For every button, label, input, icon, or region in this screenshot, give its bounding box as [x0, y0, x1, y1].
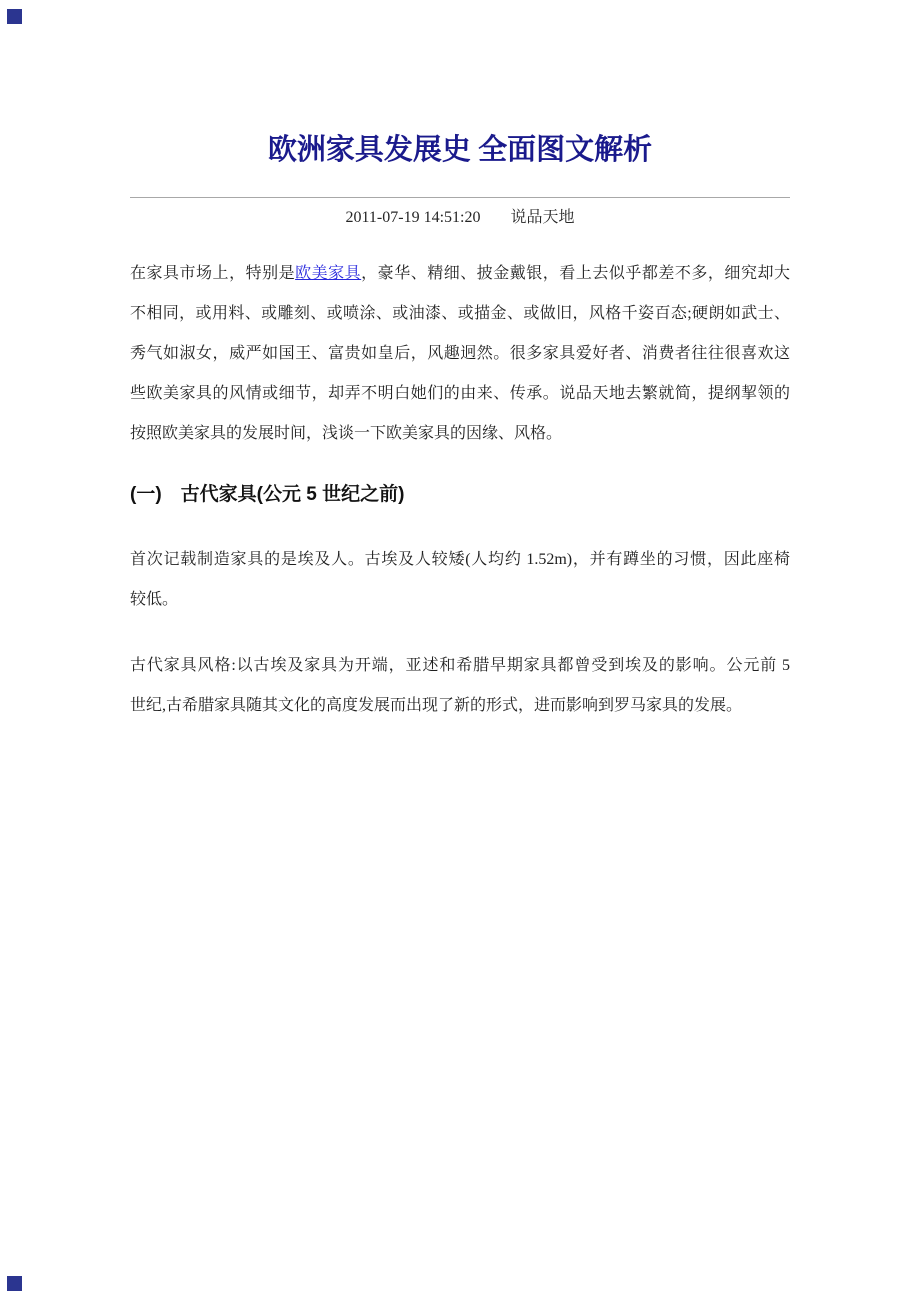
intro-paragraph [130, 254, 790, 454]
text-line [130, 646, 790, 686]
post-author: 说品天地 [510, 209, 575, 227]
text-segment: 秀气如淑女，威严如国王、富贵如皇后，风趣迥然。很多家具爱好者、消费者往往很喜欢这 [130, 345, 790, 363]
ancient-style-paragraph [130, 646, 790, 726]
page-title: 欧洲家具发展史 全面图文解析 [267, 134, 653, 167]
document-page [130, 0, 790, 726]
text-line [130, 686, 790, 726]
text-segment: ，豪华、精细、披金戴银，看上去似乎都差不多，细究却大 [361, 265, 790, 283]
text-line [130, 374, 790, 414]
text-line [130, 334, 790, 374]
text-line [130, 294, 790, 334]
european-american-furniture-link[interactable]: 欧美家具 [295, 265, 362, 283]
text-line [130, 580, 790, 620]
section-heading-ancient-furniture: (一) 古代家具(公元 5 世纪之前) [130, 484, 405, 506]
text-segment: 世纪,古希腊家具随其文化的高度发展而出现了新的形式，进而影响到罗马家具的发展。 [130, 697, 743, 715]
text-line [130, 540, 790, 580]
text-segment: 古代家具风格:以古埃及家具为开端，亚述和希腊早期家具都曾受到埃及的影响。公元前 5 [130, 657, 790, 675]
text-segment: 较低。 [130, 591, 179, 609]
page-corner-marker-bottom [7, 1276, 22, 1291]
text-segment: 首次记载制造家具的是埃及人。古埃及人较矮(人均约 1.52m)，并有蹲坐的习惯，因此座椅 [130, 551, 790, 569]
text-segment: 按照欧美家具的发展时间，浅谈一下欧美家具的因缘、风格。 [130, 425, 563, 443]
text-segment: 在家具市场上，特别是 [130, 265, 296, 283]
egyptian-furniture-paragraph [130, 540, 790, 620]
text-segment: 不相同，或用料、或雕刻、或喷涂、或油漆、或描金、或做旧，风格千姿百态;硬朗如武士、 [130, 305, 790, 323]
article-body [130, 254, 790, 726]
divider [130, 197, 790, 198]
post-datetime: 2011-07-19 14:51:20 [345, 209, 481, 227]
page-corner-marker-top [7, 9, 22, 24]
text-line [130, 414, 790, 454]
text-segment: 些欧美家具的风情或细节，却弄不明白她们的由来、传承。说品天地去繁就简，提纲挈领的 [130, 385, 790, 403]
post-meta [130, 206, 790, 230]
text-line [130, 254, 790, 294]
